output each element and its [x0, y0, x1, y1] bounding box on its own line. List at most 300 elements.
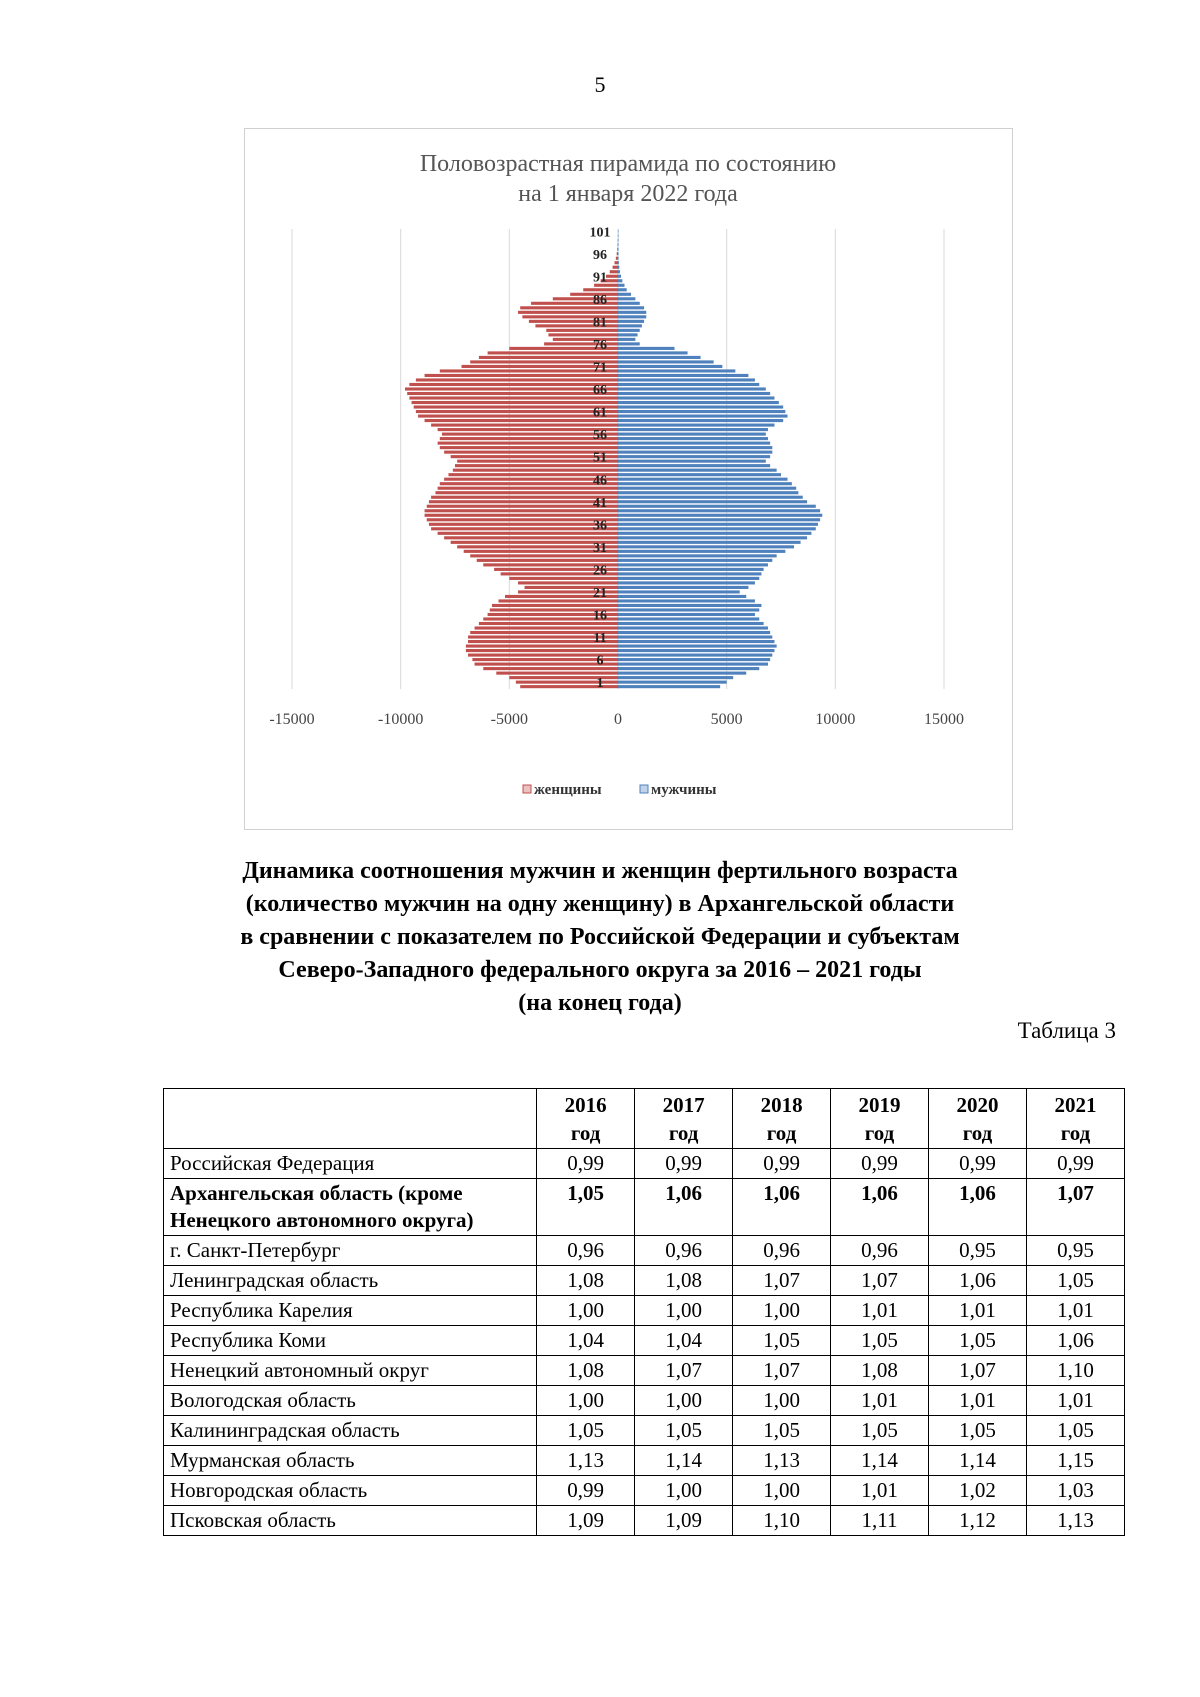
age-tick-label: 31 — [593, 540, 607, 556]
male-bar — [618, 654, 772, 657]
ratio-value-cell: 1,02 — [929, 1476, 1027, 1506]
female-bar — [416, 410, 618, 413]
male-bar — [618, 626, 768, 629]
ratio-value-cell: 1,05 — [537, 1416, 635, 1446]
female-bar — [518, 311, 618, 314]
female-bar — [606, 275, 618, 278]
ratio-value-cell: 1,05 — [831, 1326, 929, 1356]
male-bar — [618, 464, 770, 467]
male-bar — [618, 599, 755, 602]
female-bar — [583, 288, 618, 291]
legend-male-swatch — [640, 785, 648, 793]
male-bar — [618, 545, 794, 548]
female-bar — [466, 649, 618, 652]
male-bar — [618, 595, 746, 598]
male-bar — [618, 433, 766, 436]
male-bar — [618, 442, 770, 445]
header-year-label: 2016 — [564, 1093, 607, 1117]
male-bar — [618, 487, 796, 490]
region-name-cell: Калининградская область — [164, 1416, 537, 1446]
male-bar — [618, 347, 675, 350]
male-bar — [618, 451, 772, 454]
age-tick-label: 21 — [593, 586, 607, 602]
table-header-row — [164, 1089, 1125, 1149]
female-bar — [425, 419, 618, 422]
male-bar — [618, 649, 774, 652]
male-bar — [618, 410, 785, 413]
age-tick-label: 71 — [593, 360, 607, 376]
female-bar — [438, 428, 618, 431]
male-bar — [618, 518, 820, 521]
x-tick-label: 5000 — [710, 711, 743, 728]
ratio-value-cell: 0,95 — [929, 1236, 1027, 1266]
header-unit-label: год — [668, 1121, 699, 1145]
male-bar — [618, 405, 783, 408]
female-bar — [407, 392, 618, 395]
female-bar — [425, 514, 618, 517]
male-bar — [618, 541, 801, 544]
ratio-value-cell: 0,99 — [635, 1149, 733, 1179]
male-bar — [618, 460, 766, 463]
female-bar — [429, 523, 618, 526]
age-tick-label: 16 — [593, 608, 607, 624]
male-bar — [618, 248, 619, 251]
ratio-value-cell: 1,05 — [635, 1416, 733, 1446]
legend-female-label: женщины — [534, 782, 602, 798]
section-title-line: Северо-Западного федерального округа за 2016 – 2021 годы — [278, 957, 922, 983]
male-bar — [618, 446, 772, 449]
male-bar — [618, 374, 748, 377]
female-bar — [431, 527, 618, 530]
female-bar — [409, 383, 618, 386]
male-bar — [618, 342, 640, 345]
male-bar — [618, 383, 759, 386]
male-bar — [618, 275, 621, 278]
age-tick-label: 76 — [593, 338, 607, 353]
female-bar — [615, 261, 618, 264]
header-year — [831, 1089, 929, 1149]
age-tick-label: 56 — [593, 428, 607, 444]
female-bar — [418, 415, 618, 418]
ratio-value-cell: 1,06 — [635, 1179, 733, 1236]
ratio-value-cell: 1,10 — [733, 1506, 831, 1536]
male-bar — [618, 478, 788, 481]
ratio-value-cell: 1,09 — [537, 1506, 635, 1536]
ratio-value-cell: 1,08 — [635, 1266, 733, 1296]
male-bar — [618, 491, 798, 494]
population-pyramid-chart — [244, 128, 1013, 830]
female-bar — [477, 559, 618, 562]
ratio-value-cell: 0,99 — [537, 1149, 635, 1179]
header-unit-label: год — [1060, 1121, 1091, 1145]
age-tick-label: 96 — [593, 247, 607, 263]
section-title-line: (на конец года) — [518, 990, 682, 1016]
male-bar — [618, 550, 785, 553]
male-bar — [618, 581, 755, 584]
female-bar — [453, 469, 618, 472]
x-tick-label: -10000 — [378, 711, 424, 728]
male-bar — [618, 252, 619, 255]
female-bar — [409, 396, 618, 399]
male-bar — [618, 302, 640, 305]
male-bar — [618, 257, 619, 260]
male-bar — [618, 640, 774, 643]
header-year-label: 2021 — [1054, 1093, 1097, 1117]
female-bar — [479, 356, 618, 359]
region-name-cell: Архангельская область (кроме Ненецкого автономного округа) — [164, 1179, 537, 1236]
ratio-value-cell: 1,15 — [1026, 1446, 1124, 1476]
male-bar — [618, 243, 619, 246]
region-name-cell: г. Санкт-Петербург — [164, 1236, 537, 1266]
section-title — [150, 855, 1050, 1020]
female-bar — [613, 266, 618, 269]
male-bar — [618, 261, 619, 264]
ratio-value-cell: 1,00 — [537, 1296, 635, 1326]
female-bar — [553, 297, 618, 300]
female-bar — [553, 338, 618, 341]
female-bar — [440, 369, 618, 372]
male-bar — [618, 424, 774, 427]
female-bar — [444, 536, 618, 539]
male-bar — [618, 527, 816, 530]
male-bar — [618, 514, 822, 517]
male-bar — [618, 577, 759, 580]
male-bar — [618, 297, 635, 300]
header-year-label: 2017 — [662, 1093, 705, 1117]
male-bar — [618, 360, 714, 363]
table-row — [164, 1179, 1125, 1236]
male-bar — [618, 505, 816, 508]
female-bar — [414, 405, 618, 408]
male-bar — [618, 415, 788, 418]
male-bar — [618, 672, 746, 675]
ratio-value-cell: 1,00 — [733, 1476, 831, 1506]
female-bar — [438, 487, 618, 490]
age-tick-label: 11 — [593, 631, 607, 647]
x-tick-label: 0 — [614, 711, 622, 728]
male-bar — [618, 288, 627, 291]
header-unit-label: год — [766, 1121, 797, 1145]
male-bar — [618, 496, 803, 499]
table-row — [164, 1356, 1125, 1386]
ratio-value-cell: 0,99 — [733, 1149, 831, 1179]
male-bar — [618, 419, 783, 422]
female-bar — [518, 581, 618, 584]
male-bar — [618, 239, 619, 242]
female-bar — [475, 626, 618, 629]
ratio-value-cell: 1,09 — [635, 1506, 733, 1536]
ratio-value-cell: 1,05 — [1026, 1416, 1124, 1446]
ratio-value-cell: 1,07 — [733, 1356, 831, 1386]
male-bar — [618, 396, 774, 399]
age-tick-label: 36 — [593, 518, 607, 534]
male-bar — [618, 437, 768, 440]
male-bar — [618, 658, 770, 661]
male-bar — [618, 279, 622, 282]
male-bar — [618, 563, 768, 566]
male-bar — [618, 473, 781, 476]
male-bar — [618, 365, 722, 368]
female-bar — [412, 401, 618, 404]
region-name-cell: Республика Карелия — [164, 1296, 537, 1326]
region-name-cell: Российская Федерация — [164, 1149, 537, 1179]
ratio-value-cell: 1,04 — [635, 1326, 733, 1356]
male-bar — [618, 324, 642, 327]
ratio-value-cell: 1,00 — [733, 1386, 831, 1416]
ratio-value-cell: 1,05 — [929, 1326, 1027, 1356]
female-bar — [618, 243, 619, 246]
female-bar — [496, 672, 618, 675]
ratio-value-cell: 1,07 — [635, 1356, 733, 1386]
legend — [523, 782, 717, 798]
ratio-value-cell: 1,12 — [929, 1506, 1027, 1536]
ratio-value-cell: 1,01 — [831, 1476, 929, 1506]
legend-female-swatch — [523, 785, 531, 793]
male-bar — [618, 293, 631, 296]
male-bar — [618, 532, 811, 535]
table-row — [164, 1446, 1125, 1476]
ratio-value-cell: 1,00 — [635, 1296, 733, 1326]
ratio-value-cell: 1,01 — [929, 1296, 1027, 1326]
male-bar — [618, 617, 759, 620]
table-row — [164, 1266, 1125, 1296]
header-year — [1026, 1089, 1124, 1149]
x-tick-label: -15000 — [269, 711, 315, 728]
age-tick-label: 46 — [593, 473, 607, 489]
header-unit-label: год — [962, 1121, 993, 1145]
female-bar — [440, 446, 618, 449]
x-tick-label: -5000 — [490, 711, 528, 728]
ratio-value-cell: 1,07 — [929, 1356, 1027, 1386]
ratio-value-cell: 0,96 — [537, 1236, 635, 1266]
male-bar — [618, 469, 777, 472]
ratio-value-cell: 1,14 — [831, 1446, 929, 1476]
age-tick-label: 6 — [596, 653, 604, 669]
header-year-label: 2019 — [858, 1093, 901, 1117]
ratio-value-cell: 0,99 — [537, 1476, 635, 1506]
ratio-value-cell: 1,00 — [635, 1386, 733, 1416]
male-bar — [618, 645, 777, 648]
ratio-value-cell: 1,08 — [831, 1356, 929, 1386]
male-bar — [618, 266, 619, 269]
age-tick-label: 1 — [596, 676, 604, 692]
female-bar — [546, 329, 618, 332]
header-region — [164, 1089, 537, 1149]
ratio-value-cell: 1,01 — [929, 1386, 1027, 1416]
male-bar — [618, 667, 759, 670]
male-bar — [618, 536, 807, 539]
male-bar — [618, 401, 779, 404]
ratio-value-cell: 1,06 — [733, 1179, 831, 1236]
male-bar — [618, 509, 820, 512]
age-tick-label: 81 — [593, 315, 607, 331]
female-bar — [425, 509, 618, 512]
male-bar — [618, 608, 759, 611]
male-bar — [618, 554, 777, 557]
ratio-value-cell: 0,95 — [1026, 1236, 1124, 1266]
male-bar — [618, 586, 748, 589]
ratio-value-cell: 1,01 — [1026, 1386, 1124, 1416]
male-bar — [618, 329, 640, 332]
ratio-value-cell: 1,00 — [635, 1476, 733, 1506]
male-bar — [618, 387, 766, 390]
region-name-cell: Псковская область — [164, 1506, 537, 1536]
bars — [405, 230, 822, 692]
age-tick-label: 86 — [593, 292, 607, 308]
male-bar — [618, 568, 764, 571]
section-title-line: в сравнении с показателем по Российской Федерации и субъектам — [240, 924, 960, 950]
male-bar — [618, 590, 740, 593]
table-row — [164, 1326, 1125, 1356]
header-year — [635, 1089, 733, 1149]
male-bar — [618, 613, 755, 616]
female-bar — [405, 387, 618, 390]
ratio-value-cell: 1,06 — [831, 1179, 929, 1236]
male-bar — [618, 455, 770, 458]
x-tick-label: 15000 — [924, 711, 964, 728]
male-bar — [618, 270, 620, 273]
table-row — [164, 1506, 1125, 1536]
ratio-value-cell: 1,00 — [733, 1296, 831, 1326]
legend-male-label: мужчины — [651, 782, 717, 798]
ratio-value-cell: 1,03 — [1026, 1476, 1124, 1506]
female-bar — [492, 604, 618, 607]
header-year-label: 2018 — [760, 1093, 803, 1117]
male-bar — [618, 320, 644, 323]
region-name-cell: Новгородская область — [164, 1476, 537, 1506]
male-bar — [618, 604, 761, 607]
ratio-value-cell: 1,01 — [831, 1386, 929, 1416]
ratio-value-cell: 1,05 — [929, 1416, 1027, 1446]
male-bar — [618, 284, 625, 287]
female-bar — [617, 248, 618, 251]
age-tick-label: 61 — [593, 405, 607, 421]
ratio-value-cell: 1,08 — [537, 1356, 635, 1386]
female-bar — [444, 478, 618, 481]
male-bar — [618, 338, 635, 341]
age-tick-label: 91 — [593, 270, 607, 286]
ratio-value-cell: 1,01 — [1026, 1296, 1124, 1326]
ratio-value-cell: 1,10 — [1026, 1356, 1124, 1386]
female-bar — [425, 374, 618, 377]
ratio-value-cell: 1,13 — [733, 1446, 831, 1476]
age-tick-label: 51 — [593, 450, 607, 466]
ratio-value-cell: 1,13 — [1026, 1506, 1124, 1536]
ratio-value-cell: 1,08 — [537, 1266, 635, 1296]
header-year — [537, 1089, 635, 1149]
ratio-value-cell: 1,00 — [537, 1386, 635, 1416]
header-year — [929, 1089, 1027, 1149]
ratio-value-cell: 1,11 — [831, 1506, 929, 1536]
male-bar — [618, 631, 770, 634]
header-year — [733, 1089, 831, 1149]
male-bar — [618, 306, 644, 309]
female-bar — [617, 252, 618, 255]
ratio-value-cell: 1,07 — [733, 1266, 831, 1296]
ratio-value-cell: 0,96 — [831, 1236, 929, 1266]
male-bar — [618, 559, 772, 562]
male-bar — [618, 351, 688, 354]
female-bar — [431, 424, 618, 427]
table-row — [164, 1149, 1125, 1179]
female-bar — [429, 500, 618, 503]
female-bar — [427, 518, 618, 521]
female-bar — [548, 333, 618, 336]
ratio-value-cell: 1,01 — [831, 1296, 929, 1326]
male-bar — [618, 234, 619, 237]
female-bar — [416, 378, 618, 381]
male-bar — [618, 681, 727, 684]
ratio-value-cell: 1,06 — [1026, 1326, 1124, 1356]
ratio-value-cell: 0,99 — [831, 1149, 929, 1179]
ratio-value-cell: 1,05 — [1026, 1266, 1124, 1296]
header-unit-label: год — [570, 1121, 601, 1145]
sex-ratio-table — [163, 1088, 1125, 1536]
male-bar — [618, 523, 818, 526]
female-bar — [440, 482, 618, 485]
ratio-value-cell: 1,07 — [1026, 1179, 1124, 1236]
region-name-cell: Ленинградская область — [164, 1266, 537, 1296]
male-bar — [618, 392, 770, 395]
ratio-value-cell: 0,99 — [929, 1149, 1027, 1179]
ratio-value-cell: 1,07 — [831, 1266, 929, 1296]
header-unit-label: год — [864, 1121, 895, 1145]
ratio-value-cell: 0,96 — [733, 1236, 831, 1266]
male-bar — [618, 333, 638, 336]
female-bar — [438, 532, 618, 535]
x-tick-label: 10000 — [815, 711, 856, 728]
female-bar — [616, 257, 618, 260]
ratio-value-cell: 0,99 — [1026, 1149, 1124, 1179]
male-bar — [618, 482, 792, 485]
male-bar — [618, 428, 768, 431]
male-bar — [618, 356, 701, 359]
female-bar — [440, 437, 618, 440]
female-bar — [427, 505, 618, 508]
table-row — [164, 1476, 1125, 1506]
header-year-label: 2020 — [956, 1093, 999, 1117]
female-bar — [444, 451, 618, 454]
male-bar — [618, 311, 646, 314]
age-tick-label: 101 — [589, 225, 611, 241]
ratio-value-cell: 1,05 — [733, 1326, 831, 1356]
ratio-value-cell: 1,06 — [929, 1179, 1027, 1236]
male-bar — [618, 378, 755, 381]
region-name-cell: Вологодская область — [164, 1386, 537, 1416]
female-bar — [610, 270, 618, 273]
table-label: Таблица 3 — [1017, 1018, 1116, 1043]
age-tick-label: 26 — [593, 563, 607, 579]
ratio-value-cell: 1,05 — [831, 1416, 929, 1446]
age-tick-label: 66 — [593, 383, 607, 399]
ratio-value-cell: 1,06 — [929, 1266, 1027, 1296]
ratio-value-cell: 1,14 — [929, 1446, 1027, 1476]
female-bar — [442, 433, 618, 436]
male-bar — [618, 663, 768, 666]
female-bar — [435, 491, 618, 494]
page-number: 5 — [594, 72, 606, 97]
pyramid-svg — [245, 129, 1012, 829]
female-bar — [468, 654, 618, 657]
male-bar — [618, 315, 646, 318]
table-row — [164, 1416, 1125, 1446]
ratio-value-cell: 1,04 — [537, 1326, 635, 1356]
male-bar — [618, 369, 735, 372]
section-title-line: (количество мужчин на одну женщину) в Архангельской области — [245, 891, 955, 917]
male-bar — [618, 622, 764, 625]
table-row — [164, 1386, 1125, 1416]
male-bar — [618, 230, 619, 233]
